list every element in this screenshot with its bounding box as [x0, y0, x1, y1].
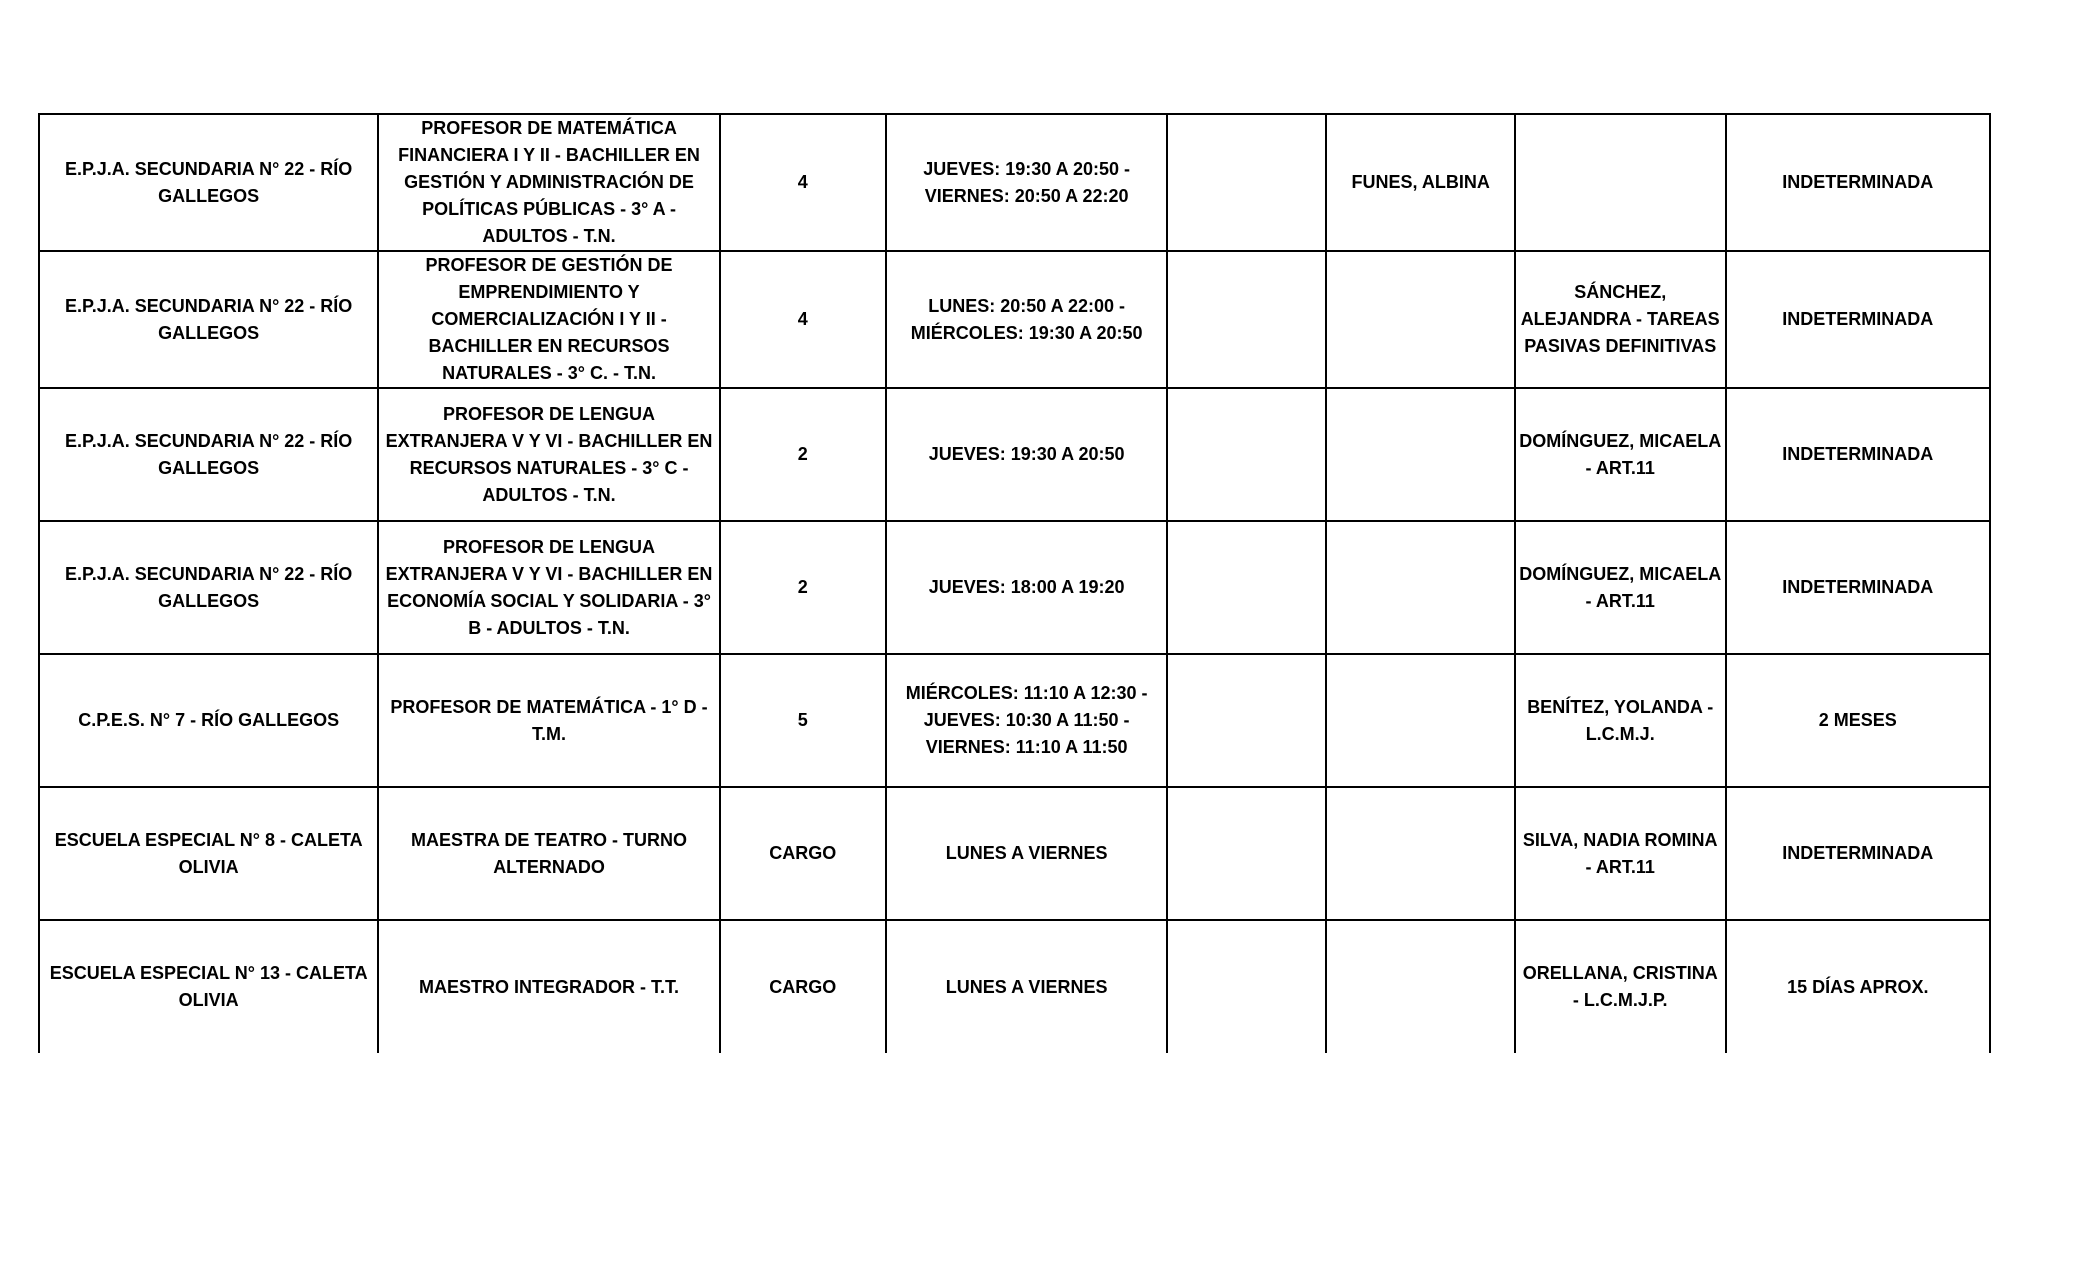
replacement-cell: ORELLANA, CRISTINA - L.C.M.J.P.: [1515, 920, 1726, 1053]
name-cell: [1326, 388, 1514, 521]
table-row: [39, 787, 1990, 920]
hours-cell: CARGO: [720, 920, 886, 1053]
duration-cell: INDETERMINADA: [1726, 251, 1990, 388]
name-cell: [1326, 521, 1514, 654]
empty-cell: [1167, 787, 1326, 920]
school-cell: E.P.J.A. SECUNDARIA N° 22 - RÍO GALLEGOS: [39, 521, 378, 654]
replacement-cell: DOMÍNGUEZ, MICAELA - ART.11: [1515, 388, 1726, 521]
hours-cell: CARGO: [720, 787, 886, 920]
table-row: [39, 920, 1990, 1053]
duration-cell: 15 DÍAS APROX.: [1726, 920, 1990, 1053]
name-cell: [1326, 251, 1514, 388]
position-cell: PROFESOR DE LENGUA EXTRANJERA V Y VI - BACHILLER EN ECONOMÍA SOCIAL Y SOLIDARIA - 3° B - ADULTOS - T.N.: [378, 521, 719, 654]
position-cell: MAESTRO INTEGRADOR - T.T.: [378, 920, 719, 1053]
schedule-cell: JUEVES: 19:30 A 20:50: [886, 388, 1168, 521]
duration-cell: INDETERMINADA: [1726, 521, 1990, 654]
duration-cell: INDETERMINADA: [1726, 388, 1990, 521]
vacancy-table: [38, 113, 1991, 1053]
name-cell: [1326, 654, 1514, 787]
replacement-cell: BENÍTEZ, YOLANDA - L.C.M.J.: [1515, 654, 1726, 787]
empty-cell: [1167, 114, 1326, 251]
duration-cell: INDETERMINADA: [1726, 787, 1990, 920]
school-cell: ESCUELA ESPECIAL N° 13 - CALETA OLIVIA: [39, 920, 378, 1053]
position-cell: PROFESOR DE MATEMÁTICA FINANCIERA I Y II - BACHILLER EN GESTIÓN Y ADMINISTRACIÓN DE POLÍTICAS PÚBLICAS - 3° A - ADULTOS - T.N.: [378, 114, 719, 251]
replacement-cell: SILVA, NADIA ROMINA - ART.11: [1515, 787, 1726, 920]
schedule-cell: JUEVES: 18:00 A 19:20: [886, 521, 1168, 654]
school-cell: ESCUELA ESPECIAL N° 8 - CALETA OLIVIA: [39, 787, 378, 920]
schedule-cell: LUNES: 20:50 A 22:00 - MIÉRCOLES: 19:30 A 20:50: [886, 251, 1168, 388]
position-cell: PROFESOR DE GESTIÓN DE EMPRENDIMIENTO Y COMERCIALIZACIÓN I Y II - BACHILLER EN RECURSOS NATURALES - 3° C. - T.N.: [378, 251, 719, 388]
empty-cell: [1167, 654, 1326, 787]
schedule-cell: LUNES A VIERNES: [886, 787, 1168, 920]
empty-cell: [1167, 521, 1326, 654]
duration-cell: 2 MESES: [1726, 654, 1990, 787]
school-cell: E.P.J.A. SECUNDARIA N° 22 - RÍO GALLEGOS: [39, 388, 378, 521]
replacement-cell: DOMÍNGUEZ, MICAELA - ART.11: [1515, 521, 1726, 654]
vacancy-table-body: [39, 114, 1990, 1053]
schedule-cell: MIÉRCOLES: 11:10 A 12:30 - JUEVES: 10:30 A 11:50 - VIERNES: 11:10 A 11:50: [886, 654, 1168, 787]
table-row: [39, 114, 1990, 251]
schedule-cell: LUNES A VIERNES: [886, 920, 1168, 1053]
empty-cell: [1167, 251, 1326, 388]
position-cell: PROFESOR DE LENGUA EXTRANJERA V Y VI - BACHILLER EN RECURSOS NATURALES - 3° C - ADULTOS - T.N.: [378, 388, 719, 521]
replacement-cell: [1515, 114, 1726, 251]
position-cell: MAESTRA DE TEATRO - TURNO ALTERNADO: [378, 787, 719, 920]
table-row: [39, 251, 1990, 388]
name-cell: [1326, 787, 1514, 920]
hours-cell: 5: [720, 654, 886, 787]
position-cell: PROFESOR DE MATEMÁTICA - 1° D - T.M.: [378, 654, 719, 787]
school-cell: C.P.E.S. N° 7 - RÍO GALLEGOS: [39, 654, 378, 787]
table-row: [39, 521, 1990, 654]
schedule-cell: JUEVES: 19:30 A 20:50 - VIERNES: 20:50 A 22:20: [886, 114, 1168, 251]
hours-cell: 2: [720, 388, 886, 521]
name-cell: [1326, 920, 1514, 1053]
empty-cell: [1167, 920, 1326, 1053]
school-cell: E.P.J.A. SECUNDARIA N° 22 - RÍO GALLEGOS: [39, 251, 378, 388]
hours-cell: 4: [720, 251, 886, 388]
name-cell: FUNES, ALBINA: [1326, 114, 1514, 251]
replacement-cell: SÁNCHEZ, ALEJANDRA - TAREAS PASIVAS DEFINITIVAS: [1515, 251, 1726, 388]
duration-cell: INDETERMINADA: [1726, 114, 1990, 251]
table-row: [39, 388, 1990, 521]
hours-cell: 4: [720, 114, 886, 251]
hours-cell: 2: [720, 521, 886, 654]
empty-cell: [1167, 388, 1326, 521]
school-cell: E.P.J.A. SECUNDARIA N° 22 - RÍO GALLEGOS: [39, 114, 378, 251]
table-row: [39, 654, 1990, 787]
